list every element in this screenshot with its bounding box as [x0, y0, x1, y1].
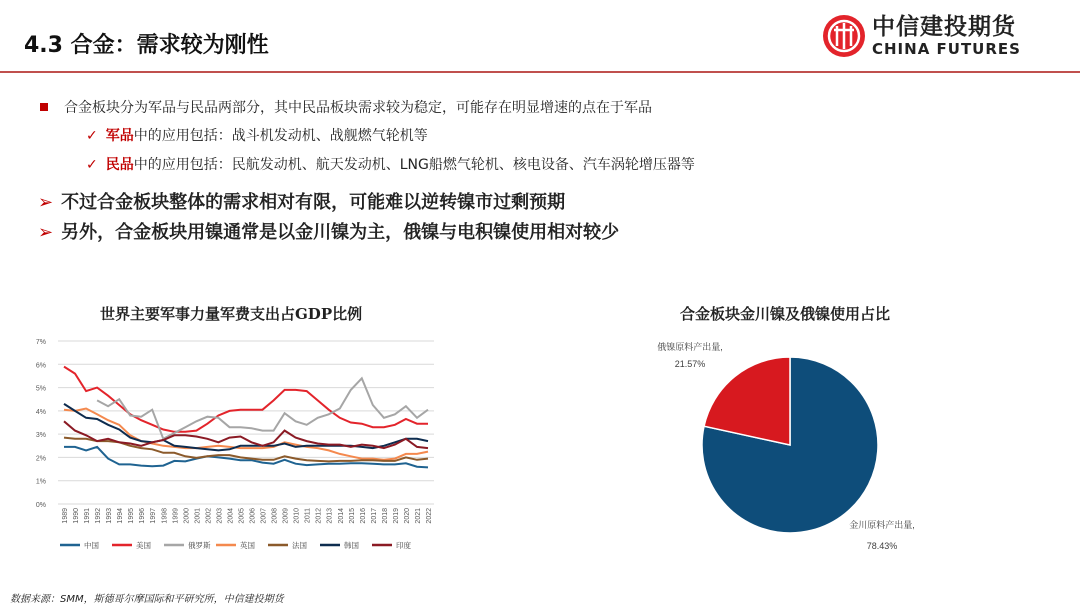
y-tick-label: 5%	[35, 385, 46, 393]
x-tick-label: 2015	[348, 508, 356, 524]
highlight-text: 军品	[105, 128, 134, 144]
key-point-text: 不过合金板块整体的需求相对有限，可能难以逆转镍市过剩预期	[61, 192, 566, 213]
x-tick-label: 2014	[337, 508, 345, 524]
x-tick-label: 2005	[238, 508, 246, 524]
y-tick-label: 1%	[35, 478, 46, 486]
company-logo	[822, 14, 1021, 58]
x-tick-label: 2009	[282, 508, 290, 524]
check-icon: ✓	[86, 157, 98, 173]
x-tick-label: 2001	[194, 508, 202, 524]
legend-label: 韩国	[344, 541, 359, 550]
x-tick-label: 1998	[161, 508, 169, 524]
x-tick-label: 1996	[139, 508, 147, 524]
x-tick-label: 2013	[326, 508, 334, 524]
x-tick-label: 2019	[392, 508, 400, 524]
x-tick-label: 1991	[84, 508, 92, 524]
pie-label-value: 21.57%	[674, 359, 706, 369]
x-tick-label: 2020	[403, 508, 411, 524]
sub-bullet	[86, 154, 695, 174]
arrow-bullet-icon: ➢	[38, 222, 54, 243]
x-tick-label: 2006	[249, 508, 257, 524]
x-tick-label: 2003	[216, 508, 224, 524]
x-tick-label: 2018	[381, 508, 389, 524]
x-tick-label: 2012	[315, 508, 323, 524]
legend-label: 美国	[136, 541, 151, 550]
page-title: 4.3 合金：需求较为刚性	[24, 33, 269, 58]
x-tick-label: 1994	[117, 508, 125, 524]
x-tick-label: 1995	[128, 508, 136, 524]
x-tick-label: 2002	[205, 508, 213, 524]
x-tick-label: 2008	[271, 508, 279, 524]
line-chart-title: 世界主要军事力量军费支出占GDP比例	[100, 305, 363, 323]
bullet-main	[40, 97, 652, 117]
y-tick-label: 7%	[35, 339, 46, 346]
key-point	[38, 188, 565, 214]
logo-text-en: CHINA FUTURES	[872, 40, 1021, 58]
x-tick-label: 2022	[426, 508, 433, 524]
x-tick-label: 1997	[150, 508, 158, 524]
square-bullet-icon	[40, 103, 48, 111]
logo-text-cn: 中信建投期货	[872, 14, 1016, 40]
key-point	[38, 218, 619, 244]
x-tick-label: 2000	[183, 508, 191, 524]
y-tick-label: 3%	[35, 432, 46, 440]
key-point-text: 另外，合金板块用镍通常是以金川镍为主，俄镍与电积镍使用相对较少	[61, 222, 620, 243]
pie-label-name: 金川原料产出量,	[849, 520, 915, 530]
sub-bullet-text: 中的应用包括：战斗机发动机、战舰燃气轮机等	[133, 128, 428, 144]
line-chart	[26, 330, 466, 560]
y-tick-label: 4%	[35, 408, 46, 416]
check-icon: ✓	[86, 128, 98, 144]
x-tick-label: 1999	[172, 508, 180, 524]
legend-label: 印度	[396, 541, 411, 550]
pie-chart-title: 合金板块金川镍及俄镍使用占比	[680, 305, 891, 323]
y-tick-label: 2%	[35, 455, 46, 463]
bullet-text: 合金板块分为军品与民品两部分，其中民品板块需求较为稳定，可能存在明显增速的点在于军品	[64, 100, 652, 116]
pie-label-value: 78.43%	[866, 541, 898, 551]
legend-label: 中国	[84, 541, 99, 550]
citic-logo-icon	[822, 14, 866, 58]
x-tick-label: 1990	[73, 508, 81, 524]
x-tick-label: 2010	[293, 508, 301, 524]
pie-label-name: 俄镍原料产出量,	[657, 342, 723, 352]
x-tick-label: 2007	[260, 508, 268, 524]
header-divider	[0, 71, 1080, 73]
x-tick-label: 2017	[370, 508, 378, 524]
x-tick-label: 1989	[62, 508, 69, 524]
data-source: 数据来源：SMM，斯德哥尔摩国际和平研究所，中信建投期货	[10, 594, 284, 605]
y-tick-label: 6%	[35, 362, 46, 370]
x-tick-label: 2016	[359, 508, 367, 524]
sub-bullet	[86, 125, 428, 145]
pie-chart	[620, 330, 960, 580]
legend-label: 英国	[240, 541, 255, 550]
legend-label: 俄罗斯	[188, 541, 211, 550]
x-tick-label: 1992	[95, 508, 103, 524]
y-tick-label: 0%	[35, 502, 46, 509]
x-tick-label: 2021	[414, 508, 422, 524]
x-tick-label: 1993	[106, 508, 114, 524]
arrow-bullet-icon: ➢	[38, 192, 54, 213]
x-tick-label: 2004	[227, 508, 235, 524]
x-tick-label: 2011	[304, 508, 312, 524]
highlight-text: 民品	[105, 157, 134, 173]
sub-bullet-text: 中的应用包括：民航发动机、航天发动机、LNG船燃气轮机、核电设备、汽车涡轮增压器等	[133, 157, 695, 173]
legend-label: 法国	[292, 541, 307, 550]
